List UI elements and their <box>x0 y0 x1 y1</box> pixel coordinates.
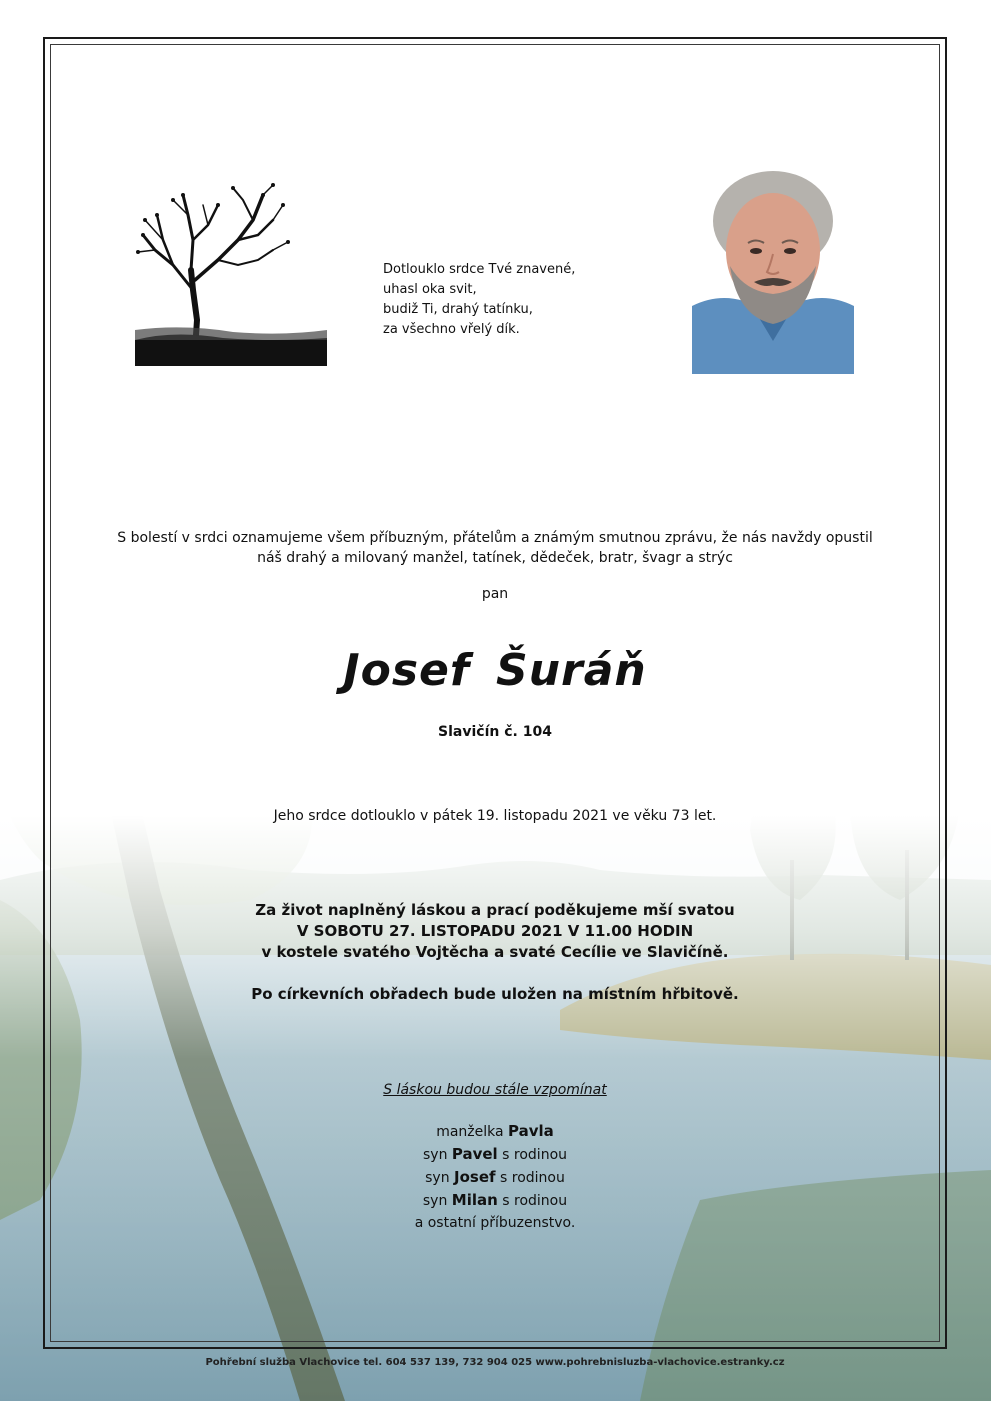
announcement-line-2: náš drahý a milovaný manžel, tatínek, dědeček, bratr, švagr a strýc <box>257 550 733 566</box>
portrait-photo <box>692 166 854 374</box>
funeral-service-footer: Pohřební služba Vlachovice tel. 604 537 139, 732 904 025 www.pohrebnisluzba-vlachovice.estranky.cz <box>205 1357 785 1368</box>
poem-verse <box>383 260 643 340</box>
mourner-son: syn Pavel s rodinou <box>422 1145 568 1163</box>
first-name: Josef <box>343 645 471 696</box>
announcement-line-1: S bolestí v srdci oznamujeme všem příbuzným, přátelům a známým smutnou zprávu, že nás navždy opustil <box>117 530 873 546</box>
poem-line: za všechno vřelý dík. <box>383 322 520 337</box>
deceased-name <box>60 645 930 696</box>
last-name: Šuráň <box>496 645 647 696</box>
burial-notice: Po církevních obřadech bude uložen na místním hřbitově. <box>251 985 739 1003</box>
address: Slavičín č. 104 <box>438 724 552 740</box>
mourners-list <box>60 1120 930 1234</box>
mourner-wife: manželka Pavla <box>436 1122 554 1140</box>
mourner-others: a ostatní příbuzenstvo. <box>414 1215 576 1231</box>
honorific: pan <box>481 586 509 602</box>
bare-tree-illustration <box>133 180 329 370</box>
funeral-line-3: v kostele svatého Vojtěcha a svaté Cecílie ve Slavičíně. <box>261 943 729 961</box>
funeral-line-2: V SOBOTU 27. LISTOPADU 2021 V 11.00 HODIN <box>296 922 694 940</box>
poem-line: uhasl oka svit, <box>383 282 477 297</box>
announcement-text <box>60 528 930 568</box>
death-notice: Jeho srdce dotlouklo v pátek 19. listopadu 2021 ve věku 73 let. <box>273 808 717 824</box>
poem-line: budiž Ti, drahý tatínku, <box>383 302 533 317</box>
poem-line: Dotlouklo srdce Tvé znavené, <box>383 262 576 277</box>
funeral-details <box>60 900 930 963</box>
mourner-son: syn Milan s rodinou <box>422 1191 568 1209</box>
funeral-line-1: Za život naplněný láskou a prací poděkujeme mší svatou <box>255 901 735 919</box>
mourners-heading: S láskou budou stále vzpomínat <box>383 1082 607 1098</box>
mourner-son: syn Josef s rodinou <box>425 1168 565 1186</box>
